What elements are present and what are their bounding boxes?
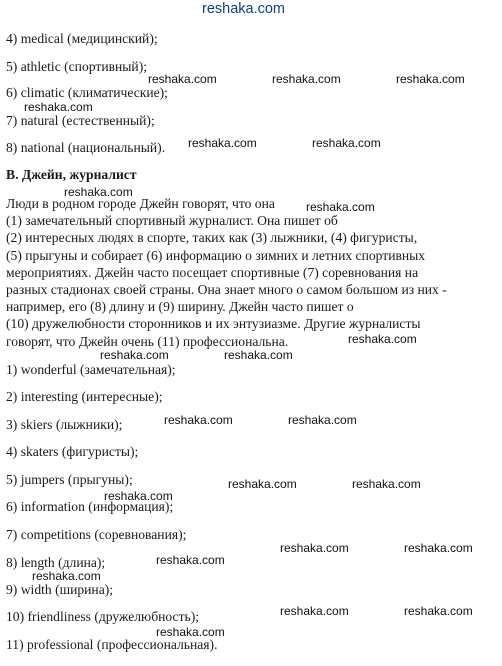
watermark: reshaka.com [272, 72, 341, 86]
header-watermark: reshaka.com [202, 1, 286, 17]
watermark: reshaka.com [156, 625, 225, 639]
list-item: 5) athletic (спортивный); [6, 59, 147, 74]
watermark: reshaka.com [288, 413, 357, 427]
list-item: 8) national (национальный). [6, 140, 166, 155]
paragraph-line: мероприятиях. Джейн часто посещает спортивные (7) соревнования на [6, 264, 419, 280]
list-item: 6) climatic (климатические); [6, 85, 168, 100]
watermark: reshaka.com [404, 604, 473, 618]
watermark: reshaka.com [156, 553, 225, 567]
paragraph-line: говорят, что Джейн очень (11) профессиональна. [6, 333, 289, 349]
watermark: reshaka.com [228, 477, 297, 491]
list-item: 5) jumpers (прыгуны); [6, 472, 133, 487]
watermark: reshaka.com [280, 541, 349, 555]
paragraph-line: (10) дружелюбности сторонников и их энтузиазме. Другие журналисты [6, 316, 421, 332]
watermark: reshaka.com [224, 348, 293, 362]
watermark: reshaka.com [396, 72, 465, 86]
list-item: 1) wonderful (замечательная); [6, 362, 176, 377]
watermark: reshaka.com [104, 489, 173, 503]
section-paragraph [6, 195, 498, 350]
watermark: reshaka.com [24, 100, 93, 114]
list-item: 8) length (длина); [6, 555, 106, 570]
list-item: 11) professional (профессиональная). [6, 637, 218, 652]
watermark: reshaka.com [404, 541, 473, 555]
paragraph-line: разных стадионах своей страны. Она знает много о самом большом из них - [6, 282, 447, 298]
list-item: 3) skiers (лыжники); [6, 417, 123, 432]
paragraph-line: Люди в родном городе Джейн говорят, что она [6, 196, 275, 211]
watermark: reshaka.com [148, 72, 217, 86]
watermark: reshaka.com [100, 348, 169, 362]
watermark: reshaka.com [306, 200, 375, 214]
watermark: reshaka.com [352, 477, 421, 491]
list-item: 4) medical (медицинский); [6, 31, 158, 46]
watermark: reshaka.com [280, 604, 349, 618]
list-item: 7) competitions (соревнования); [6, 527, 187, 542]
paragraph-line: (2) интересных людях в спорте, таких как (3) лыжники, (4) фигуристы, [6, 230, 418, 246]
list-item: 6) information (информация); [6, 499, 174, 514]
section-title: B. Джейн, журналист [6, 167, 137, 182]
paragraph-line: например, его (8) длину и (9) ширину. Джейн часто пишет о [6, 299, 354, 315]
list-item: 10) friendliness (дружелюбность); [6, 609, 200, 624]
watermark: reshaka.com [312, 136, 381, 150]
paragraph-line: (5) прыгуны и собирает (6) информацию о зимних и летних спортивных [6, 247, 426, 263]
watermark: reshaka.com [164, 413, 233, 427]
watermark: reshaka.com [188, 136, 257, 150]
list-item: 7) natural (естественный); [6, 113, 155, 128]
list-item: 2) interesting (интересные); [6, 389, 163, 404]
list-item: 9) width (ширина); [6, 582, 114, 597]
watermark: reshaka.com [32, 569, 101, 583]
watermark: reshaka.com [348, 332, 417, 346]
watermark: reshaka.com [64, 185, 133, 199]
paragraph-line: (1) замечательный спортивный журналист. Она пишет об [6, 213, 338, 229]
list-item: 4) skaters (фигуристы); [6, 444, 139, 459]
